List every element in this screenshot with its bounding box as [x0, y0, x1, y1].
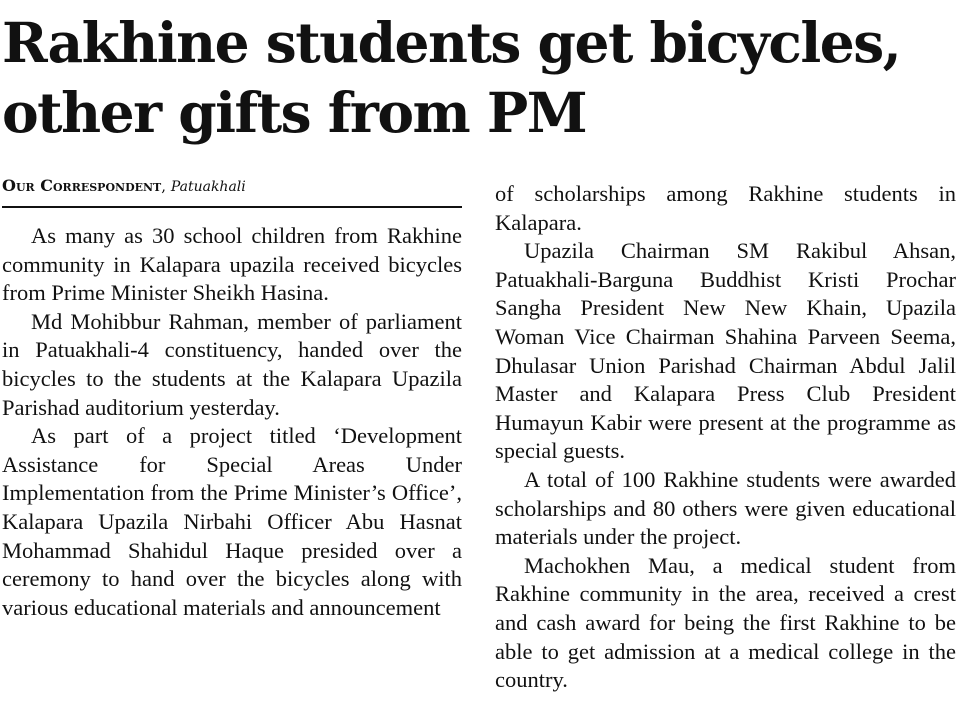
article-paragraph-6: Machokhen Mau, a medical student from Rakhine community in the area, received a crest and cash award for being the first Rakhine to be able to get admission at a medical college in the country. [495, 552, 956, 693]
byline-correspondent: Our Correspondent [2, 176, 162, 195]
byline [2, 176, 462, 197]
headline: Rakhine students get bicycles, other gifts from PM [2, 10, 901, 145]
byline-divider [2, 206, 462, 208]
article-column-left [2, 222, 462, 622]
byline-separator: , [161, 177, 167, 195]
article-paragraph-3: As part of a project titled ‘Development Assistance for Special Areas Under Implementation from the Prime Minister’s Office’, Kalapara Upazila Nirbahi Officer Abu Hasnat Mohammad Shahidul Haque presided over a ceremony to hand over the bicycles along with various educational materials and announcement [2, 423, 462, 620]
article-paragraph-2: Md Mohibbur Rahman, member of parliament in Patuakhali-4 constituency, handed over the bicycles to the students at the Kalapara Upazila Parishad auditorium yesterday. [2, 308, 462, 420]
article-column-right [495, 180, 956, 695]
article-paragraph-3-continued: of scholarships among Rakhine students in Kalapara. [495, 181, 956, 235]
article-paragraph-4: Upazila Chairman SM Rakibul Ahsan, Patuakhali-Barguna Buddhist Kristi Prochar Sangha President New New Khain, Upazila Woman Vice Chairman Shahina Parveen Seema, Dhulasar Union Parishad Chairman Abdul Jalil Master and Kalapara Press Club President Humayun Kabir were present at the programme as special guests. [495, 238, 956, 464]
article-paragraph-1: As many as 30 school children from Rakhine community in Kalapara upazila received bicycles from Prime Minister Sheikh Hasina. [2, 223, 462, 306]
byline-location: Patuakhali [170, 179, 246, 195]
article-paragraph-5: A total of 100 Rakhine students were awarded scholarships and 80 others were given educational materials under the project. [495, 466, 956, 550]
